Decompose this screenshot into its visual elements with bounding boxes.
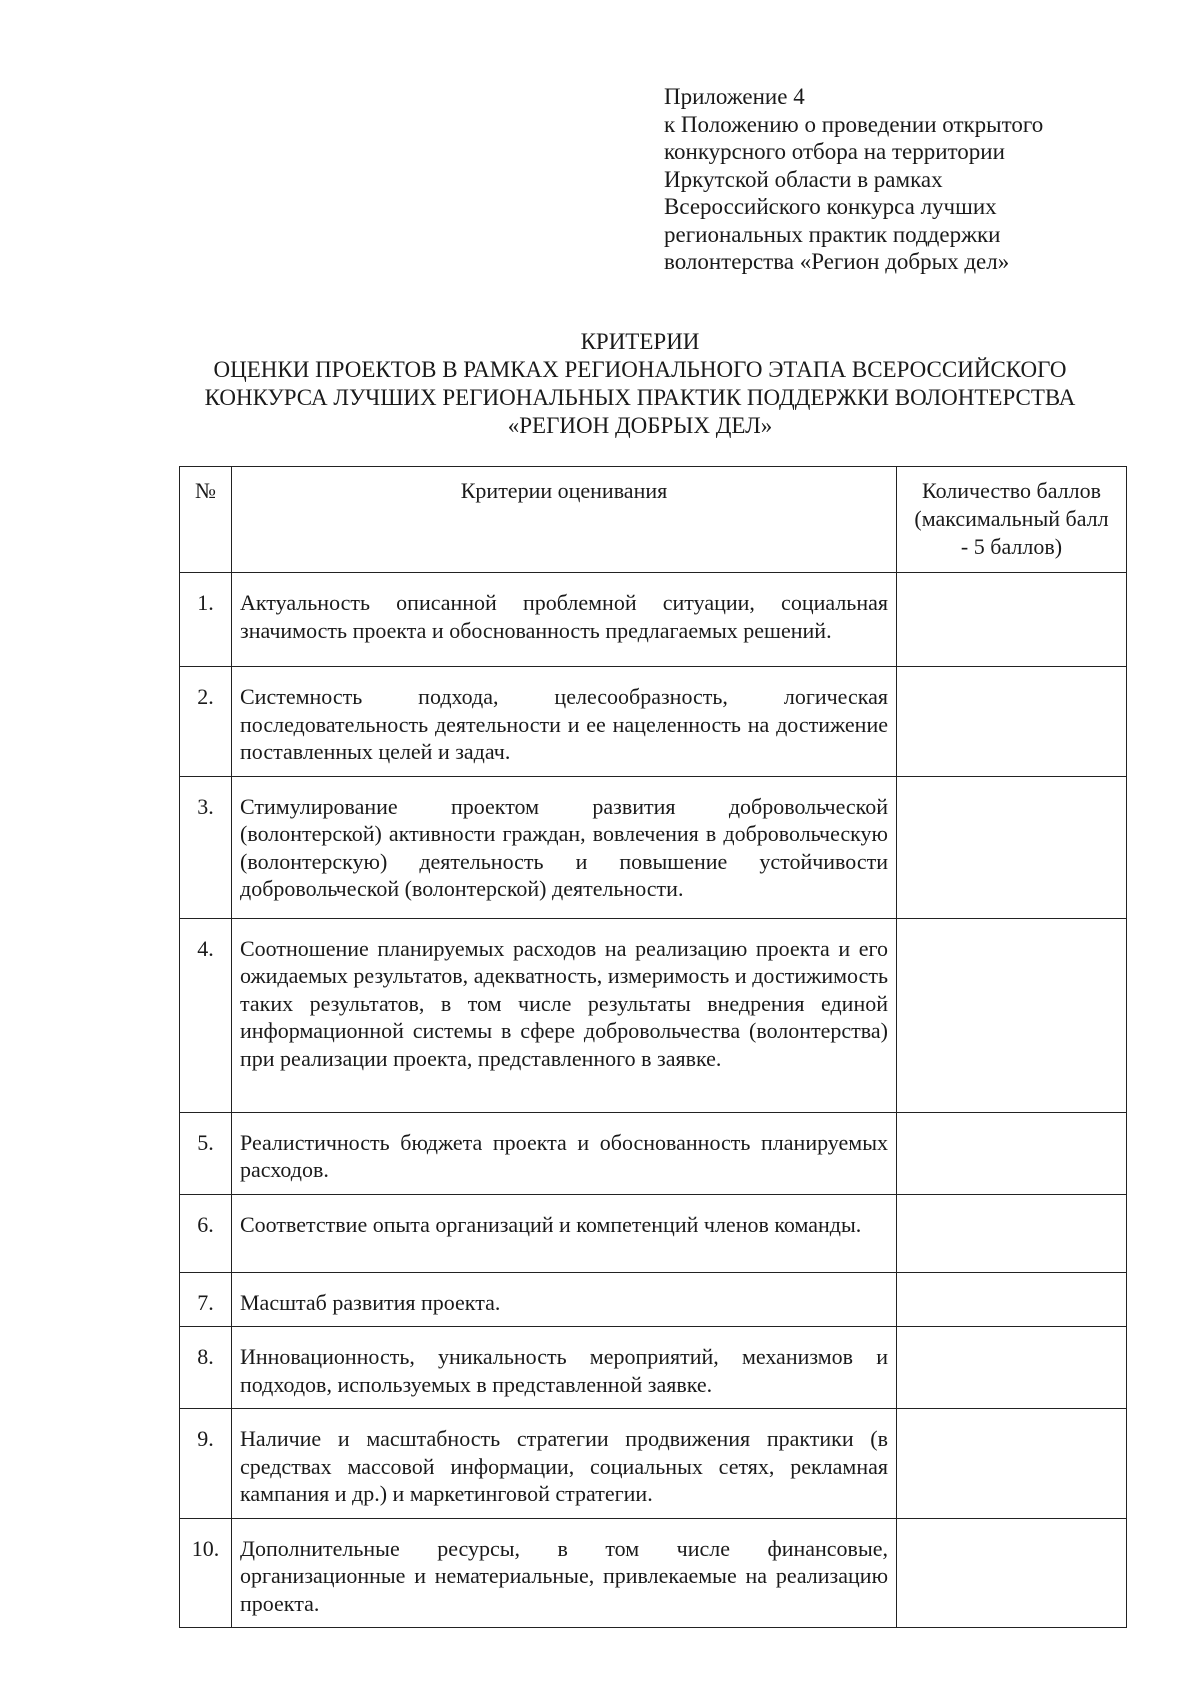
row-criterion: Стимулирование проектом развития добровольческой (волонтерской) активности граждан, вовлечения в добровольческую (волонтерскую) деятельность и повышение устойчивости добровольческой (волонтерской) деятельности. bbox=[232, 776, 897, 918]
row-number: 7. bbox=[180, 1272, 232, 1327]
row-criterion: Дополнительные ресурсы, в том числе финансовые, организационные и нематериальные, привлекаемые на реализацию проекта. bbox=[232, 1518, 897, 1628]
title-line: КРИТЕРИИ bbox=[580, 329, 700, 354]
table-row bbox=[180, 573, 1127, 667]
appendix-line: Приложение 4 bbox=[664, 84, 805, 109]
row-score-cell[interactable] bbox=[897, 918, 1127, 1112]
row-score-cell[interactable] bbox=[897, 1327, 1127, 1409]
row-number: 3. bbox=[180, 776, 232, 918]
row-score-cell[interactable] bbox=[897, 1272, 1127, 1327]
header-number: № bbox=[180, 467, 232, 573]
header-score-line: - 5 баллов) bbox=[960, 534, 1063, 559]
row-score-cell[interactable] bbox=[897, 1194, 1127, 1272]
row-criterion: Актуальность описанной проблемной ситуации, социальная значимость проекта и обоснованность предлагаемых решений. bbox=[232, 573, 897, 667]
appendix-line: волонтерства «Регион добрых дел» bbox=[664, 249, 1010, 274]
row-number: 5. bbox=[180, 1112, 232, 1194]
title-line: КОНКУРСА ЛУЧШИХ РЕГИОНАЛЬНЫХ ПРАКТИК ПОДДЕРЖКИ ВОЛОНТЕРСТВА bbox=[204, 385, 1076, 410]
row-score-cell[interactable] bbox=[897, 1112, 1127, 1194]
row-number: 4. bbox=[180, 918, 232, 1112]
header-score-line: Количество баллов bbox=[921, 478, 1102, 503]
header-score bbox=[897, 467, 1127, 573]
row-criterion: Инновационность, уникальность мероприятий, механизмов и подходов, используемых в представленной заявке. bbox=[232, 1327, 897, 1409]
row-score-cell[interactable] bbox=[897, 573, 1127, 667]
header-score-line: (максимальный балл bbox=[914, 506, 1109, 531]
table-row bbox=[180, 1194, 1127, 1272]
title-line: «РЕГИОН ДОБРЫХ ДЕЛ» bbox=[507, 413, 773, 438]
row-criterion: Наличие и масштабность стратегии продвижения практики (в средствах массовой информации, социальных сетях, рекламная кампания и др.) и маркетинговой стратегии. bbox=[232, 1409, 897, 1519]
row-number: 10. bbox=[180, 1518, 232, 1628]
table-row bbox=[180, 1112, 1127, 1194]
header-criteria: Критерии оценивания bbox=[232, 467, 897, 573]
row-number: 8. bbox=[180, 1327, 232, 1409]
table-row bbox=[180, 1327, 1127, 1409]
appendix-line: Иркутской области в рамках bbox=[664, 166, 943, 192]
row-criterion: Соответствие опыта организаций и компетенций членов команды. bbox=[232, 1194, 897, 1272]
appendix-line: региональных практик поддержки bbox=[664, 221, 1001, 247]
row-criterion: Масштаб развития проекта. bbox=[232, 1272, 897, 1327]
row-score-cell[interactable] bbox=[897, 1518, 1127, 1628]
table-row bbox=[180, 1409, 1127, 1519]
table-row bbox=[180, 776, 1127, 918]
table-row bbox=[180, 667, 1127, 777]
row-number: 1. bbox=[180, 573, 232, 667]
row-number: 2. bbox=[180, 667, 232, 777]
row-score-cell[interactable] bbox=[897, 667, 1127, 777]
row-score-cell[interactable] bbox=[897, 1409, 1127, 1519]
document-title bbox=[150, 328, 1130, 440]
appendix-heading bbox=[664, 83, 1134, 276]
row-score-cell[interactable] bbox=[897, 776, 1127, 918]
row-number: 9. bbox=[180, 1409, 232, 1519]
appendix-line: Всероссийского конкурса лучших bbox=[664, 194, 997, 219]
row-number: 6. bbox=[180, 1194, 232, 1272]
appendix-line: конкурсного отбора на территории bbox=[664, 139, 1005, 164]
table-header-row bbox=[180, 467, 1127, 573]
row-criterion: Соотношение планируемых расходов на реализацию проекта и его ожидаемых результатов, адекватность, измеримость и достижимость таких результатов, в том числе результаты внедрения единой информационной системы в сфере добровольчества (волонтерства) при реализации проекта, представленного в заявке. bbox=[232, 918, 897, 1112]
title-line: ОЦЕНКИ ПРОЕКТОВ В РАМКАХ РЕГИОНАЛЬНОГО ЭТАПА ВСЕРОССИЙСКОГО bbox=[213, 357, 1067, 382]
row-criterion: Реалистичность бюджета проекта и обоснованность планируемых расходов. bbox=[232, 1112, 897, 1194]
table-row bbox=[180, 1518, 1127, 1628]
criteria-table bbox=[179, 466, 1127, 1628]
table-row bbox=[180, 918, 1127, 1112]
row-criterion: Системность подхода, целесообразность, логическая последовательность деятельности и ее нацеленность на достижение поставленных целей и задач. bbox=[232, 667, 897, 777]
table-row bbox=[180, 1272, 1127, 1327]
appendix-line: к Положению о проведении открытого bbox=[664, 111, 1044, 137]
